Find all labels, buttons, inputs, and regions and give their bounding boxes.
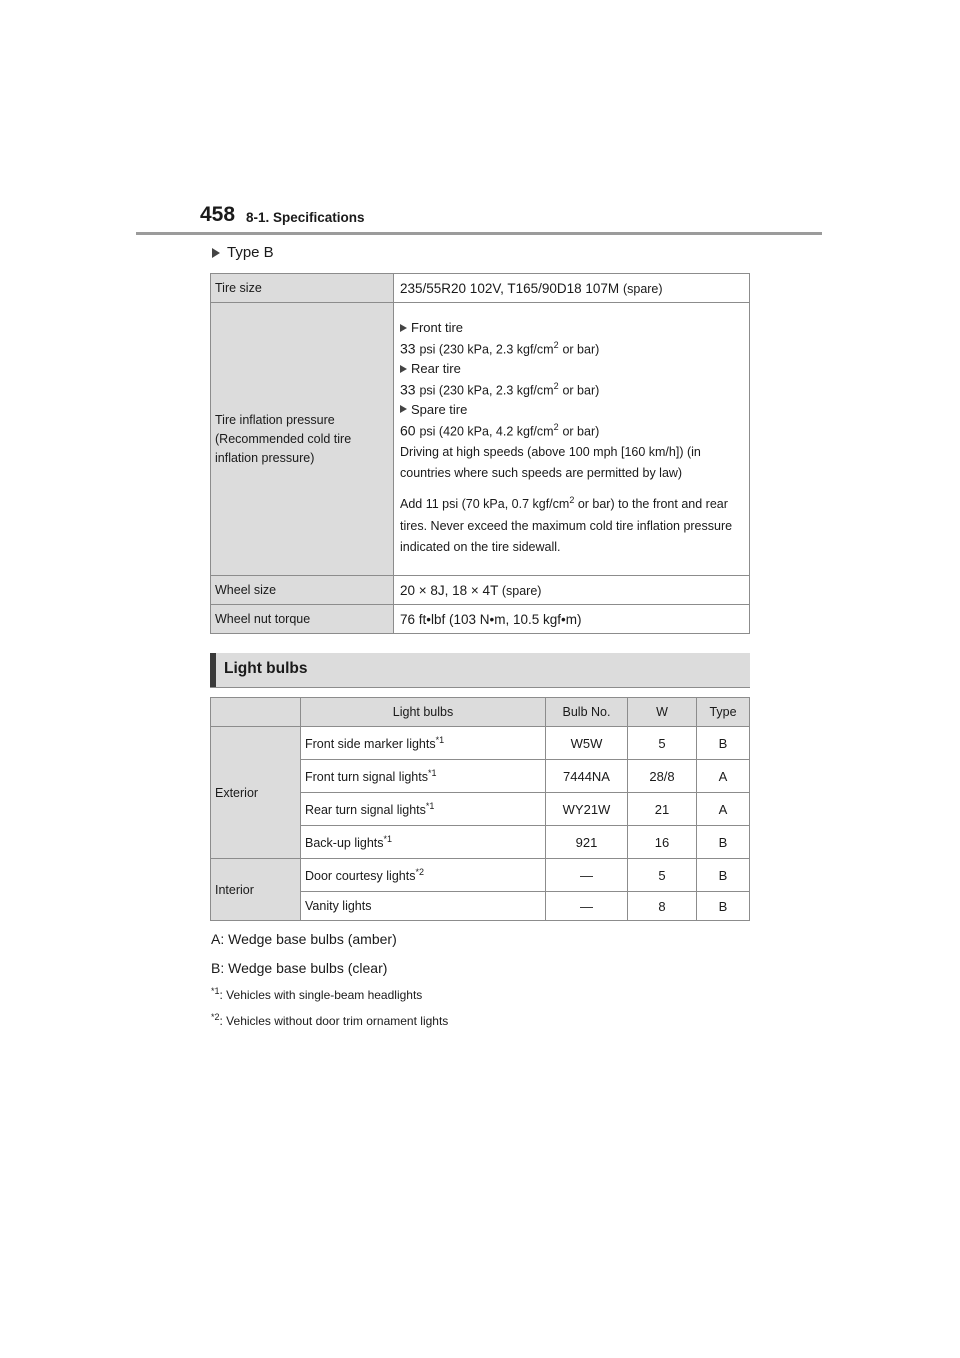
bulb-number: WY21W xyxy=(546,793,628,826)
footnote-mark: *1 xyxy=(211,986,220,996)
tire-pressure-label xyxy=(211,303,394,576)
legend-type-a: A: Wedge base bulbs (amber) xyxy=(211,931,397,947)
bulb-name-text: Rear turn signal lights xyxy=(305,803,426,818)
bulb-name: Vanity lights xyxy=(301,892,546,921)
bulb-number: — xyxy=(546,892,628,921)
table-row xyxy=(211,727,750,760)
tire-spec-table xyxy=(210,273,750,634)
pressure-number: 33 xyxy=(400,381,416,398)
table-row xyxy=(211,605,750,634)
type-label xyxy=(212,244,274,261)
pressure-unit-text: psi (230 kPa, 2.3 kgf/cm xyxy=(419,343,554,358)
superscript: 2 xyxy=(569,495,575,506)
exterior-label: Exterior xyxy=(211,727,301,859)
bulb-number: W5W xyxy=(546,727,628,760)
superscript: 2 xyxy=(553,381,559,392)
bulb-wattage: 21 xyxy=(628,793,697,826)
bulb-name-text: Back-up lights xyxy=(305,836,384,851)
tire-size-label: Tire size xyxy=(211,274,394,303)
spare-tire-label: Spare tire xyxy=(411,401,468,417)
footnote-2 xyxy=(211,1012,448,1028)
footnote-ref: *1 xyxy=(383,833,393,844)
bulb-name xyxy=(301,727,546,760)
tire-size-text: 235/55R20 102V, T165/90D18 107M xyxy=(400,280,620,296)
pressure-number: 60 xyxy=(400,422,416,439)
bulb-type: A xyxy=(697,793,750,826)
rear-tire-heading xyxy=(400,361,743,376)
superscript: 2 xyxy=(553,340,559,351)
bulb-name-text: Door courtesy lights xyxy=(305,869,416,884)
bulb-name-text: Front turn signal lights xyxy=(305,770,428,785)
footnote-text: : Vehicles with single-beam headlights xyxy=(219,988,423,1002)
rear-tire-label: Rear tire xyxy=(411,361,461,377)
table-row xyxy=(211,274,750,303)
pressure-unit-text: or bar) xyxy=(562,383,600,398)
bulb-type: A xyxy=(697,760,750,793)
bulb-number: 7444NA xyxy=(546,760,628,793)
header-empty-cell xyxy=(211,698,301,727)
bulb-name xyxy=(301,793,546,826)
triangle-bullet-icon xyxy=(400,365,407,373)
front-tire-label: Front tire xyxy=(411,320,464,336)
bulb-wattage: 5 xyxy=(628,727,697,760)
bulb-wattage: 8 xyxy=(628,892,697,921)
tire-pressure-label-line: inflation pressure) xyxy=(215,450,315,465)
rear-tire-pressure xyxy=(400,381,743,398)
interior-label: Interior xyxy=(211,859,301,921)
bulb-wattage: 16 xyxy=(628,826,697,859)
legend-type-b: B: Wedge base bulbs (clear) xyxy=(211,960,388,976)
footnote-text: : Vehicles without door trim ornament lights xyxy=(219,1014,449,1028)
table-row xyxy=(211,859,750,892)
bulb-name xyxy=(301,826,546,859)
tire-pressure-label-line: (Recommended cold tire xyxy=(215,431,352,446)
page-number: 458 xyxy=(200,203,236,226)
triangle-bullet-icon xyxy=(212,248,220,258)
triangle-bullet-icon xyxy=(400,324,407,332)
section-title: 8-1. Specifications xyxy=(246,210,365,225)
wheel-size-value xyxy=(394,576,750,605)
front-tire-heading xyxy=(400,320,743,335)
column-header: Light bulbs xyxy=(301,698,546,727)
add-pressure-note xyxy=(400,490,743,557)
bulb-wattage: 5 xyxy=(628,859,697,892)
wheel-nut-value: 76 ft•lbf (103 N•m, 10.5 kgf•m) xyxy=(394,605,750,634)
footnote-ref: *1 xyxy=(425,800,435,811)
wheel-size-spare: (spare) xyxy=(501,583,542,598)
wheel-size-text: 20 × 8J, 18 × 4T xyxy=(400,582,499,598)
tire-size-spare: (spare) xyxy=(622,281,663,296)
bulb-name-text: Front side marker lights xyxy=(305,737,436,752)
light-bulbs-heading-text: Light bulbs xyxy=(224,660,308,677)
bulb-type: B xyxy=(697,727,750,760)
footnote-1 xyxy=(211,986,422,1002)
pressure-unit-text: or bar) xyxy=(562,424,600,439)
light-bulbs-table xyxy=(210,697,750,921)
pressure-unit-text: or bar) xyxy=(562,343,600,358)
column-header: Bulb No. xyxy=(546,698,628,727)
spare-tire-heading xyxy=(400,402,743,417)
bulb-type: B xyxy=(697,826,750,859)
wheel-size-label: Wheel size xyxy=(211,576,394,605)
table-header-row xyxy=(211,698,750,727)
bulb-name xyxy=(301,859,546,892)
footnote-mark: *2 xyxy=(211,1012,220,1022)
bulb-name xyxy=(301,760,546,793)
light-bulbs-heading xyxy=(210,653,750,688)
spare-tire-pressure xyxy=(400,422,743,439)
bulb-type: B xyxy=(697,892,750,921)
bulb-number: — xyxy=(546,859,628,892)
pressure-number: 33 xyxy=(400,341,416,358)
tire-size-value xyxy=(394,274,750,303)
pressure-unit-text: psi (230 kPa, 2.3 kgf/cm xyxy=(419,383,554,398)
tire-pressure-value xyxy=(394,303,750,576)
footnote-ref: *2 xyxy=(415,866,424,877)
pressure-unit-text: psi (420 kPa, 4.2 kgf/cm xyxy=(419,424,554,439)
add-note-text: Add 11 psi (70 kPa, 0.7 kgf/cm xyxy=(400,497,570,512)
high-speed-note: Driving at high speeds (above 100 mph [160 km/h]) (in countries where such speeds are permitted by law) xyxy=(400,445,701,481)
type-label-text: Type B xyxy=(227,244,274,261)
add-note-text: or bar) to the front and rear tires. Never exceed the maximum cold tire inflation pressure indicated on the tire sidewall. xyxy=(400,497,733,554)
wheel-nut-label: Wheel nut torque xyxy=(211,605,394,634)
heading-accent-bar xyxy=(210,653,216,687)
footnote-ref: *1 xyxy=(427,767,437,778)
column-header: Type xyxy=(697,698,750,727)
bulb-type: B xyxy=(697,859,750,892)
bulb-wattage: 28/8 xyxy=(628,760,697,793)
header-divider xyxy=(136,232,822,235)
front-tire-pressure xyxy=(400,340,743,357)
column-header: W xyxy=(628,698,697,727)
table-row xyxy=(211,576,750,605)
table-row xyxy=(211,303,750,576)
bulb-number: 921 xyxy=(546,826,628,859)
superscript: 2 xyxy=(553,421,559,432)
tire-pressure-label-line: Tire inflation pressure xyxy=(215,412,335,427)
footnote-ref: *1 xyxy=(435,734,445,745)
triangle-bullet-icon xyxy=(400,405,407,413)
